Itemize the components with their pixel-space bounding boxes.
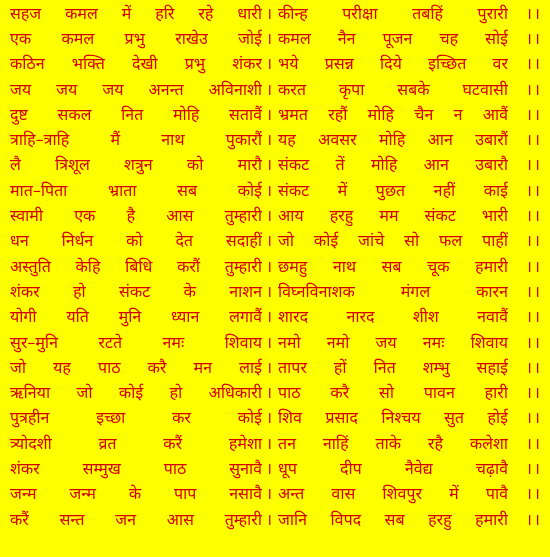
verse-right-half: भये प्रसन्न दिये इच्छित वर [278, 54, 508, 74]
verse-right-half: तापर हों नित शम्भु सहाई [278, 357, 508, 377]
verse-separator: । [265, 383, 273, 403]
verse-end-mark: ।। [525, 357, 542, 377]
verse-left-half: जो यह पाठ करै मन लाई [10, 357, 262, 377]
verse-right-half: यह अवसर मोहि आन उबारौं [278, 130, 508, 150]
verse-right-half: संकट तें मोहि आन उबारौ [278, 155, 508, 175]
verse-line [10, 25, 544, 50]
verse-separator: । [265, 54, 273, 74]
verse-left-half: स्वामी एक है आस तुम्हारी [10, 206, 262, 226]
verse-line [10, 506, 544, 531]
verse-end-mark: ।। [525, 79, 542, 99]
verse-line [10, 304, 544, 329]
verse-left-half: कठिन भक्ति देखी प्रभु शंकर [10, 54, 262, 74]
verse-end-mark: ।। [525, 458, 542, 478]
verse-right-half: शारद नारद शीश नवावैं [278, 307, 508, 327]
verse-line [10, 177, 544, 202]
verse-right-half: तन नाहिं ताके रहै कलेशा [278, 433, 508, 453]
verse-separator: । [265, 307, 273, 327]
verse-right-half: जो कोई जांचे सो फल पाहीं [278, 231, 508, 251]
verse-separator: । [265, 3, 273, 23]
verse-separator: । [265, 231, 273, 251]
verse-end-mark: ।। [525, 484, 542, 504]
verse-separator: । [265, 433, 273, 453]
verse-left-half: करैं सन्त जन आस तुम्हारी [10, 509, 262, 529]
verse-line [10, 379, 544, 404]
verse-right-half: छमहु नाथ सब चूक हमारी [278, 256, 508, 276]
verse-right-half: करत कृपा सबके घटवासी [278, 79, 508, 99]
verse-end-mark: ।। [525, 383, 542, 403]
verse-right-half: संकट में पुछत नहीं काई [278, 180, 508, 200]
verse-left-half: जन्म जन्म के पाप नसावै [10, 484, 262, 504]
verse-separator: । [265, 484, 273, 504]
verse-line [10, 455, 544, 480]
verse-separator: । [265, 458, 273, 478]
verse-end-mark: ।। [525, 3, 542, 23]
verse-left-half: सहज कमल में हरि रहे धारी [10, 3, 262, 23]
verse-line [10, 481, 544, 506]
verse-end-mark: ।। [525, 231, 542, 251]
verse-separator: । [265, 256, 273, 276]
verse-end-mark: ।। [525, 28, 542, 48]
verse-left-half: शंकर सम्मुख पाठ सुनावै [10, 458, 262, 478]
verse-line [10, 430, 544, 455]
verse-end-mark: ।। [525, 332, 542, 352]
verse-separator: । [265, 509, 273, 529]
verse-left-half: लै त्रिशूल शत्रुन को मारौ [10, 155, 262, 175]
verse-separator: । [265, 408, 273, 428]
verse-right-half: जानि विपद सब हरहु हमारी [278, 509, 508, 529]
verse-left-half: पुत्रहीन इच्छा कर कोई [10, 408, 262, 428]
verse-left-half: त्र्योदशी व्रत करैं हमेशा [10, 433, 262, 453]
verse-left-half: एक कमल प्रभु राखेउ जोई [10, 28, 262, 48]
verse-right-half: नमो नमो जय नमः शिवाय [278, 332, 508, 352]
verse-separator: । [265, 281, 273, 301]
verse-line [10, 51, 544, 76]
verse-left-half: सुर–मुनि रटते नमः शिवाय [10, 332, 262, 352]
verse-right-half: अन्त वास शिवपुर में पावै [278, 484, 508, 504]
verse-end-mark: ।। [525, 130, 542, 150]
verse-left-half: योगी यति मुनि ध्यान लगावैं [10, 307, 262, 327]
verse-separator: । [265, 180, 273, 200]
verse-line [10, 126, 544, 151]
verse-right-half: कीन्ह परीक्षा तबहिं पुरारी [278, 3, 508, 23]
verse-right-half: भ्रमत रहौं मोहि चैन न आवैं [278, 104, 508, 124]
verse-line [10, 354, 544, 379]
verse-right-half: पाठ करै सो पावन हारी [278, 383, 508, 403]
verse-line [10, 152, 544, 177]
verse-end-mark: ।। [525, 256, 542, 276]
verse-left-half: धन निर्धन को देत सदाहीं [10, 231, 262, 251]
verse-line [10, 228, 544, 253]
verse-end-mark: ।। [525, 104, 542, 124]
verse-end-mark: ।। [525, 180, 542, 200]
verse-line [10, 278, 544, 303]
verse-end-mark: ।। [525, 307, 542, 327]
verse-left-half: अस्तुति केहि बिधि करौं तुम्हारी [10, 256, 262, 276]
verse-separator: । [265, 104, 273, 124]
verse-separator: । [265, 155, 273, 175]
verse-line [10, 329, 544, 354]
verse-right-half: शिव प्रसाद निश्चय सुत होई [278, 408, 508, 428]
verse-separator: । [265, 28, 273, 48]
verse-end-mark: ।। [525, 206, 542, 226]
verse-separator: । [265, 332, 273, 352]
verse-end-mark: ।। [525, 408, 542, 428]
verse-end-mark: ।। [525, 155, 542, 175]
verse-line [10, 101, 544, 126]
verse-line [10, 0, 544, 25]
verse-separator: । [265, 79, 273, 99]
verse-left-half: शंकर हो संकट के नाशन [10, 281, 262, 301]
verse-right-half: विघ्नविनाशक मंगल कारन [278, 281, 508, 301]
verse-line [10, 76, 544, 101]
verse-end-mark: ।। [525, 54, 542, 74]
verse-right-half: कमल नैन पूजन चह सोई [278, 28, 508, 48]
verse-left-half: ऋनिया जो कोई हो अधिकारी [10, 383, 262, 403]
verse-line [10, 405, 544, 430]
verse-left-half: दुष्ट सकल नित मोहि सतावैं [10, 104, 262, 124]
verse-left-half: मात–पिता भ्राता सब कोई [10, 180, 262, 200]
verse-line [10, 253, 544, 278]
verse-end-mark: ।। [525, 433, 542, 453]
verse-left-half: त्राहि–त्राहि मैं नाथ पुकारौं [10, 130, 262, 150]
verse-end-mark: ।। [525, 509, 542, 529]
verse-separator: । [265, 130, 273, 150]
verse-right-half: धूप दीप नैवेद्य चढ़ावै [278, 458, 508, 478]
verse-separator: । [265, 206, 273, 226]
verse-end-mark: ।। [525, 281, 542, 301]
verse-separator: । [265, 357, 273, 377]
verse-right-half: आय हरहु मम संकट भारी [278, 206, 508, 226]
verse-left-half: जय जय जय अनन्त अविनाशी [10, 79, 262, 99]
verse-line [10, 202, 544, 227]
